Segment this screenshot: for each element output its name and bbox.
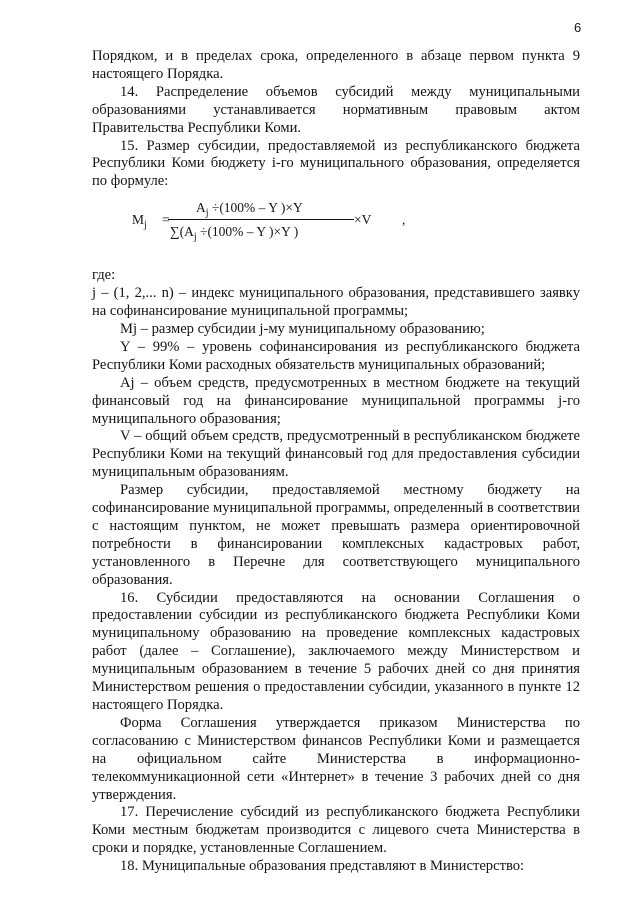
definition-j: j – (1, 2,... n) – индекс муниципального образования, представившего заявку на софинансирование муниципальной программы; bbox=[92, 285, 580, 320]
formula-times-v: ×V bbox=[354, 212, 372, 228]
paragraph-subsidy-limit: Размер субсидии, предоставляемой местному бюджету на софинансирование муниципальной программы, определенный в соответствии с настоящим пунктом, не может превышать размера ориентировочной потребности в финансировании комплексных кадастровых работ, установленного в Перечне для соответствующего муниципального образования. bbox=[92, 482, 580, 588]
paragraph-14: 14. Распределение объемов субсидий между муниципальными образованиями устанавливается нормативным правовым актом Правительства Республики Коми. bbox=[92, 83, 580, 136]
definition-v: V – общий объем средств, предусмотренный в республиканском бюджете Республики Коми на текущий финансовый год для предоставления субсидии муниципальным образованиям. bbox=[92, 428, 580, 481]
where-label: где: bbox=[92, 267, 116, 284]
document-body bbox=[92, 48, 580, 876]
paragraph-agreement-form: Форма Соглашения утверждается приказом Министерства по согласованию с Министерством финансов Республики Коми и размещается на официальном сайте Министерства в информационно-телекоммуникационной сети «Интернет» в течение 3 рабочих дней со дня утверждения. bbox=[92, 714, 580, 803]
formula-denominator: $\sum(A_j \div(100\% - Y$ )×Y ) bbox=[170, 224, 299, 243]
definition-aj: Aj – объем средств, предусмотренных в местном бюджете на текущий финансовый год на финансирование муниципальной программы j-го муниципального образования; bbox=[92, 374, 580, 427]
fraction-line bbox=[168, 219, 354, 220]
paragraph-15: 15. Размер субсидии, предоставляемой из республиканского бюджета Республики Коми бюджету i-го муниципального образования, определяется по формуле: bbox=[92, 137, 580, 190]
formula-numerator: $A_j \div(100\% - Y$ )×Y bbox=[196, 200, 303, 219]
definition-mj: Mj – размер субсидии j-му муниципальному образованию; bbox=[120, 320, 485, 337]
definition-y: Y – 99% – уровень софинансирования из республиканского бюджета Республики Коми расходных обязательств муниципальных образований; bbox=[92, 338, 580, 373]
paragraph-continuation: Порядком, и в пределах срока, определенного в абзаце первом пункта 9 настоящего Порядка. bbox=[92, 48, 580, 82]
page-number: 6 bbox=[574, 20, 582, 35]
formula-comma: , bbox=[402, 212, 406, 228]
paragraph-17: 17. Перечисление субсидий из республиканского бюджета Республики Коми местным бюджетам производится с лицевого счета Министерства в сроки и порядке, установленные Соглашением. bbox=[92, 804, 580, 857]
subsidy-formula bbox=[92, 195, 580, 261]
paragraph-18: 18. Муниципальные образования представляют в Министерство: bbox=[120, 858, 525, 875]
formula-equals: = bbox=[162, 212, 170, 228]
formula-lhs: $M_j$ bbox=[132, 212, 147, 231]
paragraph-16: 16. Субсидии предоставляются на основании Соглашения о предоставлении субсидии из республиканского бюджета Республики Коми муниципальному образованию на проведение комплексных кадастровых работ (далее – Соглашение), заключаемого между Министерством и муниципальным образованием в течение 5 рабочих дней со дня принятия Министерством решения о предоставлении субсидии, указанного в пункте 12 настоящего Порядка. bbox=[92, 589, 580, 713]
